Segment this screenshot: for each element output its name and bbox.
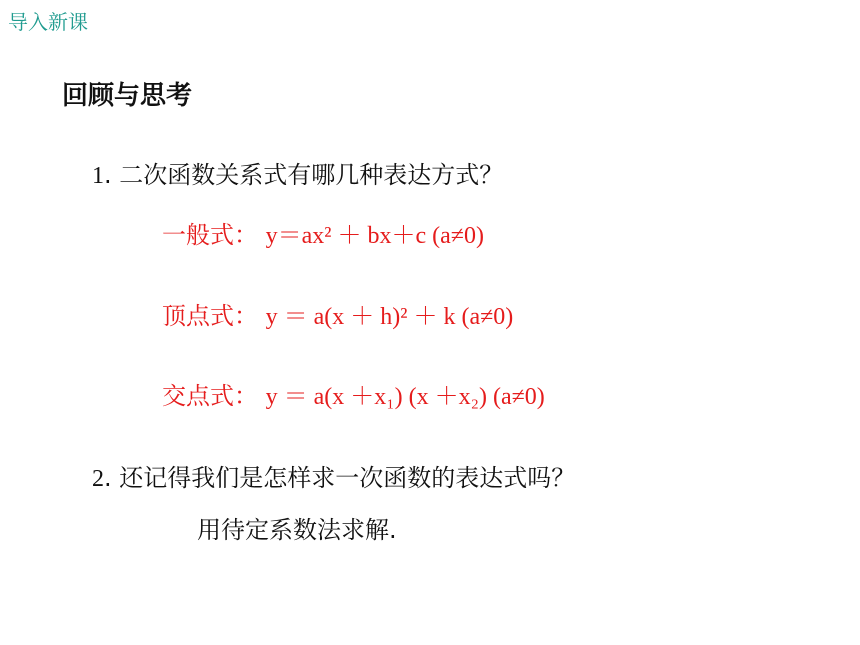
- form-vertex: [162, 296, 513, 331]
- section-title: 导入新课: [8, 10, 88, 34]
- question-2-text: . 还记得我们是怎样求一次函数的表达式吗？: [104, 464, 576, 492]
- slide-heading: 回顾与思考: [62, 81, 193, 111]
- question-1-number: 1: [92, 163, 104, 189]
- form-intercept: [162, 376, 545, 411]
- form-intercept-label: 交点式：: [162, 382, 258, 410]
- question-2: [92, 458, 575, 493]
- form-vertex-label: 顶点式：: [162, 302, 258, 330]
- answer-text: 用待定系数法求解.: [197, 516, 397, 544]
- form-vertex-formula: y ＝ a(x ＋ h)² ＋ k (a≠0): [265, 304, 514, 330]
- question-1-text: . 二次函数关系式有哪几种表达方式？: [104, 161, 504, 189]
- question-2-number: 2: [92, 466, 104, 492]
- question-1: [92, 155, 503, 190]
- form-general-label: 一般式：: [162, 221, 258, 249]
- form-general: [162, 215, 484, 250]
- form-intercept-formula: y ＝ a(x ＋x₁) (x ＋x₂) (a≠0): [265, 384, 545, 410]
- form-general-formula: y＝ax² ＋ bx＋c (a≠0): [265, 223, 484, 249]
